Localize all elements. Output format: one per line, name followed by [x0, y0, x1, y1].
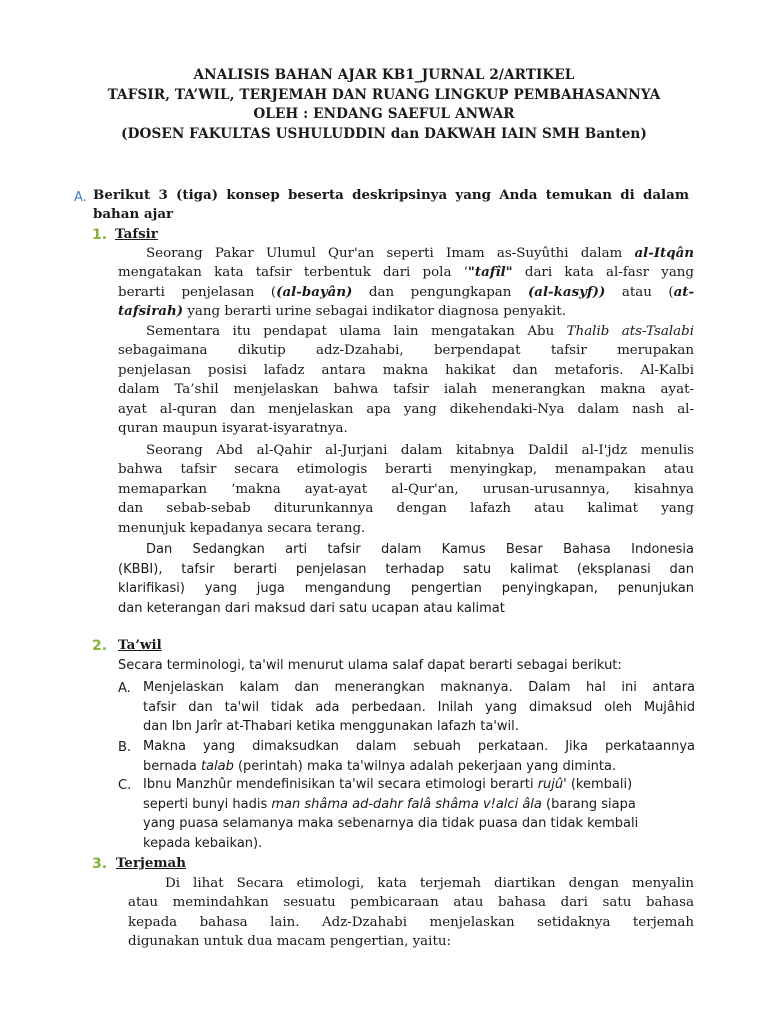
item-3-number: 3.: [92, 856, 108, 872]
tafsir-p4-line-1: Dan Sedangkan arti tafsir dalam Kamus Besar Bahasa Indonesia: [146, 542, 694, 557]
tafsir-p1-line-4: tafsirah) yang berarti urine sebagai indikator diagnosa penyakit.: [118, 303, 566, 320]
tawil-b-line-1: Makna yang dimaksudkan dalam sebuah perkataan. Jika perkataannya: [143, 739, 695, 754]
terjemah-line-2: atau memindahkan sesuatu pembicaraan atau bahasa dari satu bahasa: [128, 895, 694, 911]
tafsir-p3-line-3: memaparkan ‘makna ayat-ayat al-Qur'an, urusan-urusannya, kisahnya: [118, 481, 694, 497]
tafsir-p2-line-2: sebagaimana dikutip adz-Dzahabi, berpendapat tafsir merupakan: [118, 343, 694, 359]
header-line-1: ANALISIS BAHAN AJAR KB1_JURNAL 2/ARTIKEL: [193, 67, 575, 83]
tawil-a-line-3: dan Ibn Jarîr at-Thabari ketika menggunakan lafazh ta'wil.: [143, 719, 519, 735]
tawil-b-marker: B.: [118, 740, 132, 755]
item-3-title: Terjemah: [116, 855, 186, 871]
tafsir-p1-itqan: al-Itqân: [634, 245, 694, 261]
terjemah-line-3: kepada bahasa lain. Adz-Dzahabi menjelaskan setidaknya terjemah: [128, 914, 694, 930]
tafsir-paragraph-2: [118, 322, 694, 438]
header-line-2: TAFSIR, TA’WIL, TERJEMAH DAN RUANG LINGKUP PEMBAHASANNYA: [107, 86, 661, 103]
tawil-b-line-2: bernada talab (perintah) maka ta'wilnya adalah pekerjaan yang diminta.: [143, 758, 617, 774]
tafsir-p3-line-4: dan sebab-sebab diturunkannya dengan lafazh atau kalimat yang: [118, 501, 694, 517]
tafsir-p2-line-3: penjelasan posisi lafadz antara makna hakikat dan metaforis. Al-Kalbi: [118, 362, 694, 378]
tawil-c-line-2: seperti bunyi hadis man shâma ad-dahr falâ shâma v!alci âla (barang siapa: [143, 796, 636, 812]
tafsir-p1-line-2: mengatakan kata tafsir terbentuk dari pola ‘"tafîl" dari kata al-fasr yang: [118, 264, 694, 281]
terjemah-line-1: Di lihat Secara etimologi, kata terjemah diartikan dengan menyalin: [165, 876, 694, 891]
tafsir-paragraph-1: [118, 244, 694, 322]
section-a-heading-line-1: Berikut 3 (tiga) konsep beserta deskripsinya yang Anda temukan di dalam: [93, 187, 689, 203]
tawil-intro: Secara terminologi, ta'wil menurut ulama salaf dapat berarti sebagai berikut:: [118, 658, 622, 673]
tafsir-p3-line-5: menunjuk kepadanya secara terang.: [118, 520, 366, 536]
tafsir-p4-line-4: dan keterangan dari maksud dari satu ucapan atau kalimat: [118, 600, 505, 616]
tafsir-p3-line-2: bahwa tafsir secara etimologis berarti menyingkap, menampakan atau: [118, 462, 694, 478]
tafsir-p1-line-1: Seorang Pakar Ulumul Qur'an seperti Imam as-Suyûthi dalam al-Itqân: [146, 245, 694, 261]
terjemah-line-4: digunakan untuk dua macam pengertian, yaitu:: [128, 934, 451, 950]
tafsir-p4-line-3: klarifikasi) yang juga mengandung pengertian penyingkapan, penunjukan: [118, 581, 694, 597]
tawil-c-line-3: yang puasa selamanya maka sebenarnya dia tidak puasa dan tidak kembali: [143, 816, 639, 832]
tafsir-p2-line-1: Sementara itu pendapat ulama lain mengatakan Abu Thalib ats-Tsalabi: [146, 324, 694, 339]
tawil-c-text: [143, 775, 695, 853]
tawil-b-text: [143, 737, 695, 776]
tafsir-p2-line-5: ayat al-quran dan menjelaskan apa yang dikehendaki-Nya dalam nash al-: [118, 401, 694, 417]
terjemah-paragraph: [128, 874, 694, 952]
tawil-a-marker: A.: [118, 681, 131, 696]
item-2-title: Ta’wil: [118, 637, 162, 653]
header-line-4: (DOSEN FAKULTAS USHULUDDIN dan DAKWAH IAIN SMH Banten): [121, 125, 647, 142]
item-1-number: 1.: [92, 227, 108, 243]
tafsir-p2-line-4: dalam Ta’shil menjelaskan bahwa tafsir ialah menerangkan makna ayat-: [118, 382, 694, 398]
section-a-heading: [93, 186, 689, 225]
section-a-heading-line-2: bahan ajar: [93, 206, 174, 223]
section-a-marker: A.: [74, 190, 87, 205]
tafsir-p2-line-6: quran maupun isyarat-isyaratnya.: [118, 421, 348, 437]
tafsir-paragraph-4: [118, 540, 694, 618]
tawil-a-line-2: tafsir dan ta'wil tidak ada perbedaan. Inilah yang dimaksud oleh Mujâhid: [143, 699, 695, 715]
tawil-a-line-1: Menjelaskan kalam dan menerangkan maknanya. Dalam hal ini antara: [143, 680, 695, 695]
tafsir-p3-line-1: Seorang Abd al-Qahir al-Jurjani dalam kitabnya Daldil al-I'jdz menulis: [146, 443, 694, 458]
tawil-c-line-1: Ibnu Manzhûr mendefinisikan ta'wil secara etimologi berarti rujû' (kembali): [143, 777, 633, 792]
item-2-number: 2.: [92, 638, 108, 654]
tawil-a-text: [143, 678, 695, 737]
tafsir-p1-tafil: "tafîl": [467, 264, 513, 281]
tafsir-p1-line-3: berarti penjelasan ((al-bayân) dan pengungkapan (al-kasyf)) atau (at-: [118, 283, 694, 300]
item-1-title: Tafsir: [115, 226, 158, 242]
tafsir-p4-line-2: (KBBI), tafsir berarti penjelasan terhadap satu kalimat (eksplanasi dan: [118, 561, 694, 577]
tawil-c-marker: C.: [118, 778, 132, 793]
document-header: [0, 66, 768, 144]
tawil-c-line-4: kepada kebaikan).: [143, 835, 263, 851]
header-line-3: OLEH : ENDANG SAEFUL ANWAR: [253, 106, 515, 123]
tafsir-paragraph-3: [118, 441, 694, 538]
